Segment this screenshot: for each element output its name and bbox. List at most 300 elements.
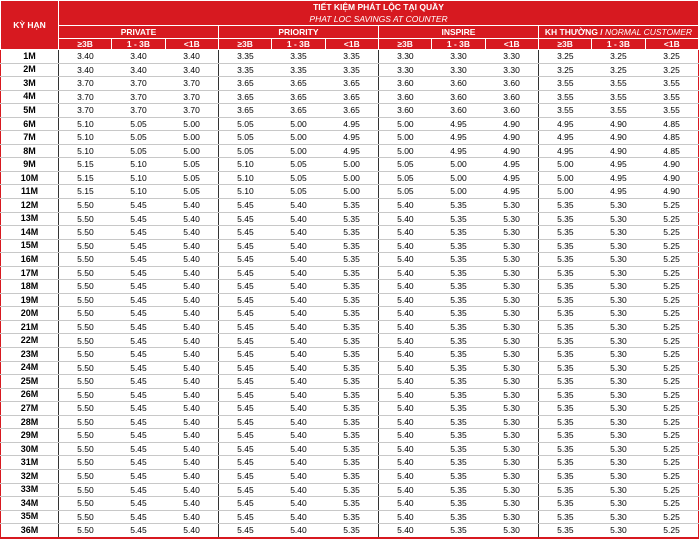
rate-cell: 5.50 — [59, 456, 112, 470]
rate-cell: 5.35 — [432, 307, 485, 321]
rate-cell: 3.60 — [485, 77, 538, 91]
table-row — [1, 524, 699, 538]
table-row — [1, 131, 699, 145]
rate-cell: 5.05 — [165, 171, 218, 185]
rate-cell: 5.25 — [645, 524, 698, 538]
rate-cell: 5.25 — [645, 429, 698, 443]
table-row — [1, 77, 699, 91]
rate-cell: 5.25 — [645, 348, 698, 362]
rate-cell: 5.35 — [538, 388, 591, 402]
rate-cell: 5.30 — [592, 497, 645, 511]
rate-cell: 5.25 — [645, 239, 698, 253]
rate-cell: 5.35 — [538, 361, 591, 375]
rate-cell: 5.25 — [645, 415, 698, 429]
table-title: TIẾT KIỆM PHÁT LỘC TẠI QUẦY — [313, 2, 444, 12]
rate-cell: 5.45 — [112, 375, 165, 389]
rate-cell: 5.45 — [112, 524, 165, 538]
rate-cell: 5.35 — [538, 510, 591, 524]
rate-cell: 3.25 — [538, 50, 591, 64]
rate-cell: 3.25 — [592, 50, 645, 64]
rate-cell: 5.50 — [59, 388, 112, 402]
rate-cell: 5.30 — [592, 361, 645, 375]
rate-cell: 5.05 — [272, 185, 325, 199]
rate-cell: 5.35 — [432, 239, 485, 253]
rate-cell: 5.30 — [485, 212, 538, 226]
rate-cell: 5.40 — [272, 253, 325, 267]
rate-cell: 4.90 — [645, 185, 698, 199]
term-cell: 30M — [1, 442, 59, 456]
rate-cell: 5.35 — [325, 402, 378, 416]
rate-cell: 5.40 — [165, 199, 218, 213]
term-cell: 1M — [1, 50, 59, 64]
rate-cell: 5.40 — [165, 280, 218, 294]
rate-cell: 5.45 — [218, 239, 271, 253]
rate-cell: 5.00 — [272, 117, 325, 131]
rate-cell: 5.50 — [59, 253, 112, 267]
rate-cell: 5.45 — [218, 320, 271, 334]
rate-cell: 4.95 — [538, 117, 591, 131]
group-header-inspire: INSPIRE — [378, 26, 538, 39]
rate-cell: 5.30 — [485, 497, 538, 511]
rate-cell: 5.35 — [538, 239, 591, 253]
rate-cell: 5.50 — [59, 524, 112, 538]
rate-cell: 5.35 — [325, 375, 378, 389]
term-cell: 15M — [1, 239, 59, 253]
rate-cell: 4.95 — [325, 131, 378, 145]
rate-cell: 5.35 — [538, 442, 591, 456]
rate-cell: 5.30 — [485, 361, 538, 375]
rate-cell: 4.85 — [645, 131, 698, 145]
rate-cell: 5.00 — [165, 144, 218, 158]
group-header-private: PRIVATE — [59, 26, 219, 39]
rate-cell: 3.65 — [325, 104, 378, 118]
rate-cell: 5.05 — [218, 144, 271, 158]
rate-cell: 5.45 — [112, 415, 165, 429]
rate-cell: 5.15 — [59, 158, 112, 172]
rate-cell: 5.45 — [112, 429, 165, 443]
rate-cell: 4.90 — [485, 117, 538, 131]
rate-cell: 5.00 — [272, 144, 325, 158]
rate-cell: 5.40 — [378, 469, 431, 483]
term-cell: 14M — [1, 226, 59, 240]
rate-cell: 5.35 — [538, 266, 591, 280]
rate-cell: 5.25 — [645, 497, 698, 511]
table-row — [1, 117, 699, 131]
rate-cell: 5.30 — [485, 456, 538, 470]
rate-cell: 3.30 — [432, 63, 485, 77]
rate-cell: 5.40 — [165, 402, 218, 416]
table-row — [1, 348, 699, 362]
rate-cell: 5.40 — [165, 388, 218, 402]
rate-cell: 5.35 — [432, 497, 485, 511]
rate-cell: 5.35 — [325, 280, 378, 294]
rate-cell: 5.50 — [59, 442, 112, 456]
rate-cell: 5.40 — [165, 442, 218, 456]
rate-cell: 5.40 — [378, 293, 431, 307]
term-cell: 19M — [1, 293, 59, 307]
rate-cell: 3.55 — [538, 104, 591, 118]
rate-cell: 5.50 — [59, 375, 112, 389]
rate-cell: 5.40 — [272, 212, 325, 226]
rate-cell: 5.40 — [272, 510, 325, 524]
rate-cell: 5.40 — [272, 415, 325, 429]
rate-cell: 5.25 — [645, 266, 698, 280]
rate-cell: 3.35 — [218, 50, 271, 64]
rate-cell: 3.70 — [165, 90, 218, 104]
rate-cell: 5.35 — [538, 415, 591, 429]
rate-cell: 5.30 — [592, 483, 645, 497]
table-row — [1, 442, 699, 456]
rate-cell: 5.25 — [645, 388, 698, 402]
rate-cell: 5.25 — [645, 375, 698, 389]
rate-cell: 5.35 — [432, 456, 485, 470]
rate-cell: 5.25 — [645, 469, 698, 483]
rate-cell: 5.50 — [59, 293, 112, 307]
rate-cell: 3.60 — [378, 90, 431, 104]
rate-cell: 5.30 — [592, 348, 645, 362]
rate-cell: 5.50 — [59, 469, 112, 483]
rate-cell: 5.25 — [645, 280, 698, 294]
rate-cell: 4.90 — [592, 131, 645, 145]
rate-cell: 5.05 — [378, 158, 431, 172]
rate-cell: 5.25 — [645, 212, 698, 226]
rate-cell: 5.35 — [432, 524, 485, 538]
rate-cell: 5.35 — [325, 442, 378, 456]
rate-cell: 3.55 — [592, 90, 645, 104]
rate-cell: 5.45 — [112, 361, 165, 375]
table-row — [1, 158, 699, 172]
rate-cell: 3.60 — [432, 90, 485, 104]
table-row — [1, 429, 699, 443]
rate-cell: 5.35 — [538, 334, 591, 348]
rate-cell: 5.40 — [272, 375, 325, 389]
rate-cell: 5.45 — [218, 348, 271, 362]
rate-cell: 5.35 — [432, 442, 485, 456]
rate-cell: 3.30 — [432, 50, 485, 64]
rate-cell: 5.35 — [538, 280, 591, 294]
rate-cell: 5.30 — [485, 483, 538, 497]
rate-cell: 4.90 — [485, 144, 538, 158]
rate-cell: 5.05 — [272, 158, 325, 172]
rate-cell: 5.35 — [432, 226, 485, 240]
rate-cell: 3.55 — [645, 104, 698, 118]
rate-cell: 5.50 — [59, 199, 112, 213]
tier-header: ≥3B — [378, 39, 431, 50]
rate-cell: 5.40 — [165, 307, 218, 321]
table-body — [1, 50, 699, 538]
rate-cell: 5.35 — [325, 293, 378, 307]
rate-cell: 5.40 — [165, 334, 218, 348]
table-row — [1, 144, 699, 158]
rate-cell: 5.30 — [592, 388, 645, 402]
rate-cell: 5.45 — [218, 497, 271, 511]
term-cell: 17M — [1, 266, 59, 280]
rate-cell: 5.40 — [272, 497, 325, 511]
rate-cell: 5.35 — [538, 497, 591, 511]
amount-tier-header-row — [1, 39, 699, 50]
rate-cell: 5.50 — [59, 212, 112, 226]
rate-cell: 5.45 — [218, 524, 271, 538]
rate-cell: 5.30 — [592, 402, 645, 416]
rate-cell: 5.35 — [432, 361, 485, 375]
term-cell: 10M — [1, 171, 59, 185]
rate-cell: 5.35 — [432, 293, 485, 307]
rate-cell: 5.45 — [218, 293, 271, 307]
rate-cell: 5.35 — [432, 483, 485, 497]
rate-cell: 5.35 — [432, 212, 485, 226]
rate-cell: 5.45 — [112, 497, 165, 511]
table-title-cell — [59, 1, 699, 26]
rate-cell: 5.05 — [112, 144, 165, 158]
rate-cell: 5.40 — [165, 212, 218, 226]
rate-cell: 5.30 — [485, 253, 538, 267]
rate-cell: 5.30 — [485, 199, 538, 213]
table-row — [1, 469, 699, 483]
rate-cell: 5.30 — [485, 442, 538, 456]
rate-cell: 5.35 — [325, 348, 378, 362]
rate-cell: 5.40 — [378, 334, 431, 348]
rate-cell: 5.45 — [218, 415, 271, 429]
rate-cell: 5.40 — [272, 320, 325, 334]
rate-cell: 5.40 — [165, 497, 218, 511]
rate-cell: 5.40 — [378, 226, 431, 240]
rate-cell: 5.35 — [538, 429, 591, 443]
rate-cell: 5.35 — [432, 253, 485, 267]
rate-cell: 5.30 — [485, 348, 538, 362]
rate-cell: 3.40 — [59, 63, 112, 77]
rate-cell: 3.25 — [538, 63, 591, 77]
rate-cell: 4.95 — [592, 185, 645, 199]
rate-cell: 5.45 — [112, 226, 165, 240]
rate-cell: 5.40 — [165, 320, 218, 334]
rate-cell: 5.05 — [378, 171, 431, 185]
rate-cell: 5.35 — [325, 307, 378, 321]
rate-cell: 4.90 — [592, 117, 645, 131]
rate-cell: 5.30 — [485, 239, 538, 253]
rate-cell: 5.30 — [592, 334, 645, 348]
rate-cell: 3.55 — [645, 90, 698, 104]
rate-cell: 5.35 — [538, 483, 591, 497]
rate-cell: 5.25 — [645, 361, 698, 375]
rate-cell: 5.35 — [432, 280, 485, 294]
rate-cell: 5.40 — [378, 280, 431, 294]
rate-cell: 5.45 — [218, 334, 271, 348]
rate-cell: 4.90 — [485, 131, 538, 145]
rate-cell: 5.30 — [592, 456, 645, 470]
rate-cell: 5.35 — [325, 226, 378, 240]
term-cell: 20M — [1, 307, 59, 321]
rate-cell: 5.45 — [112, 280, 165, 294]
rate-cell: 5.40 — [378, 510, 431, 524]
rate-cell: 5.00 — [538, 185, 591, 199]
rate-cell: 5.40 — [272, 429, 325, 443]
term-cell: 4M — [1, 90, 59, 104]
rate-cell: 3.55 — [592, 104, 645, 118]
tier-header: ≥3B — [59, 39, 112, 50]
rate-cell: 5.50 — [59, 266, 112, 280]
table-row — [1, 361, 699, 375]
rate-cell: 5.50 — [59, 348, 112, 362]
rate-cell: 5.10 — [218, 171, 271, 185]
rate-cell: 5.40 — [378, 483, 431, 497]
rate-cell: 5.40 — [272, 361, 325, 375]
rate-cell: 5.35 — [538, 320, 591, 334]
rate-cell: 3.25 — [645, 63, 698, 77]
rate-cell: 5.40 — [165, 375, 218, 389]
rate-cell: 5.25 — [645, 402, 698, 416]
rate-cell: 5.40 — [378, 429, 431, 443]
rate-cell: 5.35 — [538, 375, 591, 389]
rate-cell: 4.95 — [485, 171, 538, 185]
table-row — [1, 483, 699, 497]
rate-cell: 3.65 — [272, 77, 325, 91]
rate-cell: 3.70 — [112, 104, 165, 118]
table-row — [1, 388, 699, 402]
rate-cell: 5.45 — [218, 388, 271, 402]
rate-cell: 5.45 — [218, 226, 271, 240]
rate-cell: 5.50 — [59, 483, 112, 497]
rate-cell: 5.40 — [272, 469, 325, 483]
rate-cell: 5.30 — [485, 469, 538, 483]
rate-cell: 5.25 — [645, 226, 698, 240]
rate-cell: 5.10 — [59, 117, 112, 131]
table-subtitle: PHAT LOC SAVINGS AT COUNTER — [309, 13, 448, 24]
rate-cell: 5.45 — [218, 442, 271, 456]
rate-cell: 5.40 — [272, 293, 325, 307]
term-cell: 28M — [1, 415, 59, 429]
table-row — [1, 307, 699, 321]
rate-cell: 5.35 — [325, 212, 378, 226]
rate-cell: 3.60 — [485, 104, 538, 118]
rate-cell: 5.00 — [325, 171, 378, 185]
group-label-vi: KH THƯỜNG / — [544, 26, 606, 37]
rate-cell: 5.40 — [165, 348, 218, 362]
rate-cell: 5.50 — [59, 361, 112, 375]
rate-cell: 5.30 — [485, 402, 538, 416]
rate-cell: 5.40 — [272, 402, 325, 416]
rate-cell: 5.45 — [112, 334, 165, 348]
rate-cell: 5.45 — [218, 483, 271, 497]
rate-cell: 3.25 — [645, 50, 698, 64]
rate-cell: 5.05 — [112, 117, 165, 131]
group-label-en: NORMAL CUSTOMER — [605, 26, 693, 37]
rate-cell: 5.25 — [645, 320, 698, 334]
table-row — [1, 171, 699, 185]
table-header — [1, 1, 699, 50]
rate-cell: 5.35 — [538, 307, 591, 321]
rate-cell: 5.45 — [112, 199, 165, 213]
rate-cell: 5.35 — [432, 334, 485, 348]
rate-cell: 3.60 — [432, 104, 485, 118]
rate-cell: 5.40 — [378, 239, 431, 253]
rate-cell: 5.40 — [165, 429, 218, 443]
table-row — [1, 199, 699, 213]
rate-cell: 5.45 — [112, 212, 165, 226]
rate-cell: 5.30 — [485, 388, 538, 402]
rate-cell: 5.35 — [538, 226, 591, 240]
rate-cell: 5.35 — [325, 456, 378, 470]
rate-cell: 5.35 — [325, 239, 378, 253]
rate-cell: 3.40 — [112, 63, 165, 77]
rate-cell: 3.70 — [112, 90, 165, 104]
rate-cell: 5.35 — [432, 510, 485, 524]
rate-cell: 5.00 — [538, 171, 591, 185]
table-row — [1, 239, 699, 253]
rate-cell: 5.10 — [112, 185, 165, 199]
rate-cell: 4.95 — [592, 171, 645, 185]
rate-cell: 5.35 — [432, 415, 485, 429]
rate-cell: 5.40 — [272, 388, 325, 402]
rate-cell: 5.40 — [165, 469, 218, 483]
rate-cell: 5.30 — [485, 280, 538, 294]
rate-cell: 5.30 — [592, 199, 645, 213]
rate-cell: 5.10 — [218, 158, 271, 172]
rate-cell: 5.05 — [378, 185, 431, 199]
term-cell: 5M — [1, 104, 59, 118]
rate-cell: 5.25 — [645, 307, 698, 321]
tier-header: ≥3B — [538, 39, 591, 50]
term-cell: 25M — [1, 375, 59, 389]
rate-cell: 5.30 — [592, 469, 645, 483]
rate-cell: 5.45 — [112, 388, 165, 402]
rate-cell: 5.40 — [378, 442, 431, 456]
rate-cell: 5.30 — [485, 293, 538, 307]
rate-cell: 5.50 — [59, 510, 112, 524]
rate-cell: 5.45 — [112, 293, 165, 307]
group-header-normal-customer — [538, 26, 698, 39]
rate-cell: 5.45 — [112, 456, 165, 470]
rate-cell: 5.40 — [165, 456, 218, 470]
rate-cell: 3.30 — [485, 50, 538, 64]
rate-cell: 5.45 — [112, 253, 165, 267]
table-row — [1, 266, 699, 280]
rate-cell: 5.30 — [485, 375, 538, 389]
rate-cell: 5.45 — [218, 375, 271, 389]
term-cell: 33M — [1, 483, 59, 497]
rate-cell: 5.30 — [592, 442, 645, 456]
rate-cell: 5.45 — [112, 239, 165, 253]
rate-cell: 5.45 — [218, 280, 271, 294]
term-cell: 29M — [1, 429, 59, 443]
rate-cell: 5.25 — [645, 293, 698, 307]
rate-cell: 5.10 — [112, 171, 165, 185]
rate-cell: 3.65 — [272, 104, 325, 118]
rate-cell: 5.40 — [272, 348, 325, 362]
rate-cell: 5.30 — [485, 226, 538, 240]
rate-cell: 5.05 — [112, 131, 165, 145]
rate-cell: 5.40 — [165, 239, 218, 253]
rate-cell: 4.90 — [592, 144, 645, 158]
rate-cell: 5.35 — [432, 375, 485, 389]
rate-cell: 5.45 — [218, 253, 271, 267]
rate-cell: 5.40 — [378, 415, 431, 429]
term-cell: 21M — [1, 320, 59, 334]
rate-cell: 3.60 — [378, 104, 431, 118]
rate-cell: 5.35 — [325, 510, 378, 524]
rate-cell: 5.25 — [645, 334, 698, 348]
rate-cell: 5.00 — [378, 131, 431, 145]
rate-cell: 5.40 — [272, 483, 325, 497]
rate-cell: 5.00 — [165, 131, 218, 145]
table-row — [1, 510, 699, 524]
rate-cell: 4.90 — [645, 158, 698, 172]
term-cell: 34M — [1, 497, 59, 511]
rate-cell: 4.95 — [485, 158, 538, 172]
rate-cell: 5.50 — [59, 239, 112, 253]
rate-cell: 3.55 — [645, 77, 698, 91]
table-row — [1, 226, 699, 240]
rate-cell: 5.45 — [218, 429, 271, 443]
